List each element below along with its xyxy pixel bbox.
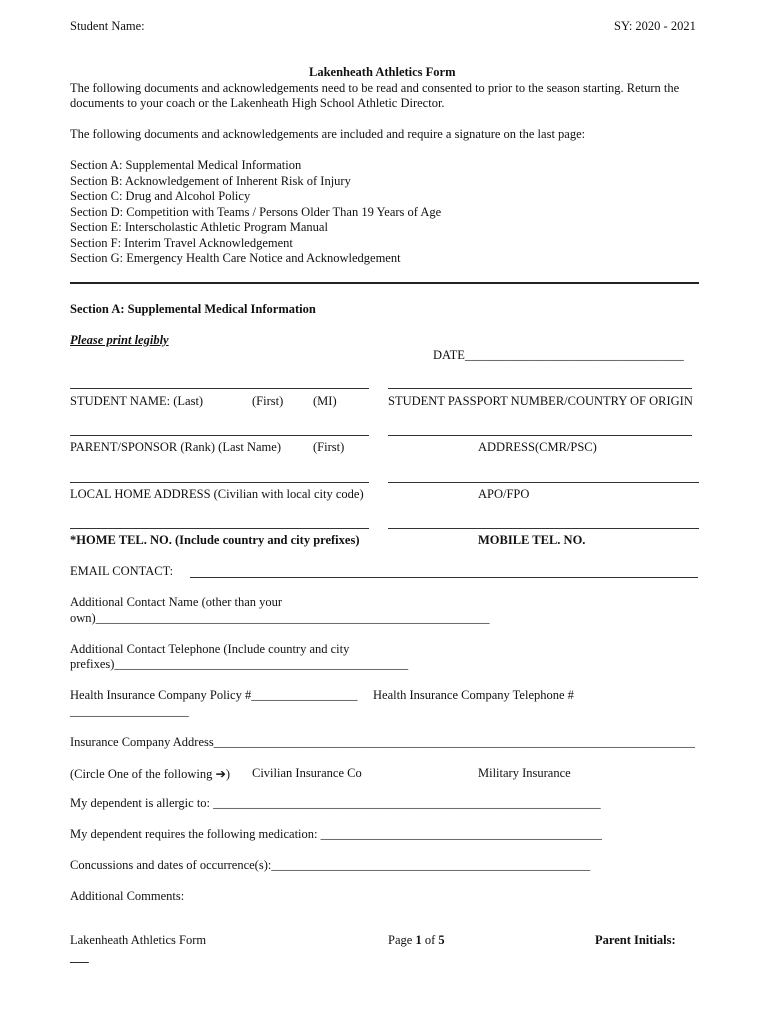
- insurance-phone-field[interactable]: ___________________: [70, 704, 189, 718]
- insurance-policy-field[interactable]: Health Insurance Company Policy #_________________: [70, 688, 358, 702]
- page-of: of: [421, 933, 439, 947]
- allergic-field[interactable]: My dependent is allergic to: ______________________________________________________________: [70, 796, 601, 810]
- intro-paragraph-line-2: documents to your coach or the Lakenheath High School Athletic Director.: [70, 96, 445, 110]
- address-line[interactable]: [388, 435, 692, 436]
- section-list-item-g: Section G: Emergency Health Care Notice and Acknowledgement: [70, 251, 401, 265]
- parent-first-label: (First): [313, 440, 345, 454]
- passport-line[interactable]: [388, 388, 692, 389]
- home-tel-label: *HOME TEL. NO. (Include country and city prefixes): [70, 533, 360, 547]
- student-name-label: Student Name:: [70, 19, 145, 33]
- parent-name-line[interactable]: [70, 435, 369, 436]
- date-field[interactable]: DATE___________________________________: [433, 348, 684, 362]
- local-address-label: LOCAL HOME ADDRESS (Civilian with local city code): [70, 487, 364, 501]
- additional-phone-field[interactable]: prefixes)_______________________________________________: [70, 657, 409, 671]
- insurance-address-field[interactable]: Insurance Company Address_____________________________________________________________________________: [70, 735, 695, 749]
- home-tel-line[interactable]: [70, 528, 369, 529]
- insurance-phone-label: Health Insurance Company Telephone #: [373, 688, 574, 702]
- address-label: ADDRESS(CMR/PSC): [478, 440, 597, 454]
- student-first-label: (First): [252, 394, 284, 408]
- page-prefix: Page: [388, 933, 416, 947]
- section-list-item-f: Section F: Interim Travel Acknowledgement: [70, 236, 293, 250]
- section-divider: [70, 282, 699, 284]
- student-name-line[interactable]: [70, 388, 369, 389]
- section-list-item-b: Section B: Acknowledgement of Inherent Risk of Injury: [70, 174, 351, 188]
- additional-comments-label: Additional Comments:: [70, 889, 185, 903]
- section-list-item-d: Section D: Competition with Teams / Persons Older Than 19 Years of Age: [70, 205, 442, 219]
- page-total: 5: [438, 933, 445, 947]
- section-list-item-c: Section C: Drug and Alcohol Policy: [70, 189, 251, 203]
- local-address-line[interactable]: [70, 482, 369, 483]
- concussions-field[interactable]: Concussions and dates of occurrence(s):___________________________________________________: [70, 858, 591, 872]
- page-number: [388, 933, 445, 948]
- section-a-heading: Section A: Supplemental Medical Information: [70, 302, 316, 316]
- intro-paragraph-line-1: The following documents and acknowledgements need to be read and consented to prior to the season starting. Return the: [70, 81, 680, 95]
- civilian-insurance-option[interactable]: Civilian Insurance Co: [252, 766, 362, 780]
- email-line[interactable]: [190, 577, 698, 578]
- apo-line[interactable]: [388, 482, 699, 483]
- parent-initials-label: Parent Initials:: [595, 933, 676, 947]
- parent-rank-last-label: PARENT/SPONSOR (Rank) (Last Name): [70, 440, 281, 454]
- additional-contact-field[interactable]: own)_______________________________________________________________: [70, 611, 490, 625]
- mobile-tel-line[interactable]: [388, 528, 699, 529]
- form-title: Lakenheath Athletics Form: [309, 65, 456, 79]
- section-list-item-e: Section E: Interscholastic Athletic Program Manual: [70, 220, 328, 234]
- included-documents-note: The following documents and acknowledgements are included and require a signature on the last page:: [70, 127, 586, 141]
- student-last-label: STUDENT NAME: (Last): [70, 394, 204, 408]
- mobile-tel-label: MOBILE TEL. NO.: [478, 533, 586, 547]
- school-year: SY: 2020 - 2021: [614, 19, 696, 33]
- additional-phone-label: Additional Contact Telephone (Include country and city: [70, 642, 350, 656]
- military-insurance-option[interactable]: Military Insurance: [478, 766, 571, 780]
- passport-label: STUDENT PASSPORT NUMBER/COUNTRY OF ORIGIN: [388, 394, 693, 408]
- page-current: 1: [415, 933, 422, 947]
- student-mi-label: (MI): [313, 394, 337, 408]
- parent-initials-field[interactable]: ___: [70, 950, 89, 964]
- print-legibly-note: Please print legibly: [70, 333, 169, 347]
- medication-field[interactable]: My dependent requires the following medication: _____________________________________________: [70, 827, 602, 841]
- footer-form-name: Lakenheath Athletics Form: [70, 933, 207, 947]
- email-label: EMAIL CONTACT:: [70, 564, 174, 578]
- section-list-item-a: Section A: Supplemental Medical Information: [70, 158, 302, 172]
- apo-label: APO/FPO: [478, 487, 530, 501]
- additional-contact-label: Additional Contact Name (other than your: [70, 595, 283, 609]
- circle-one-label: (Circle One of the following ➔): [70, 767, 231, 781]
